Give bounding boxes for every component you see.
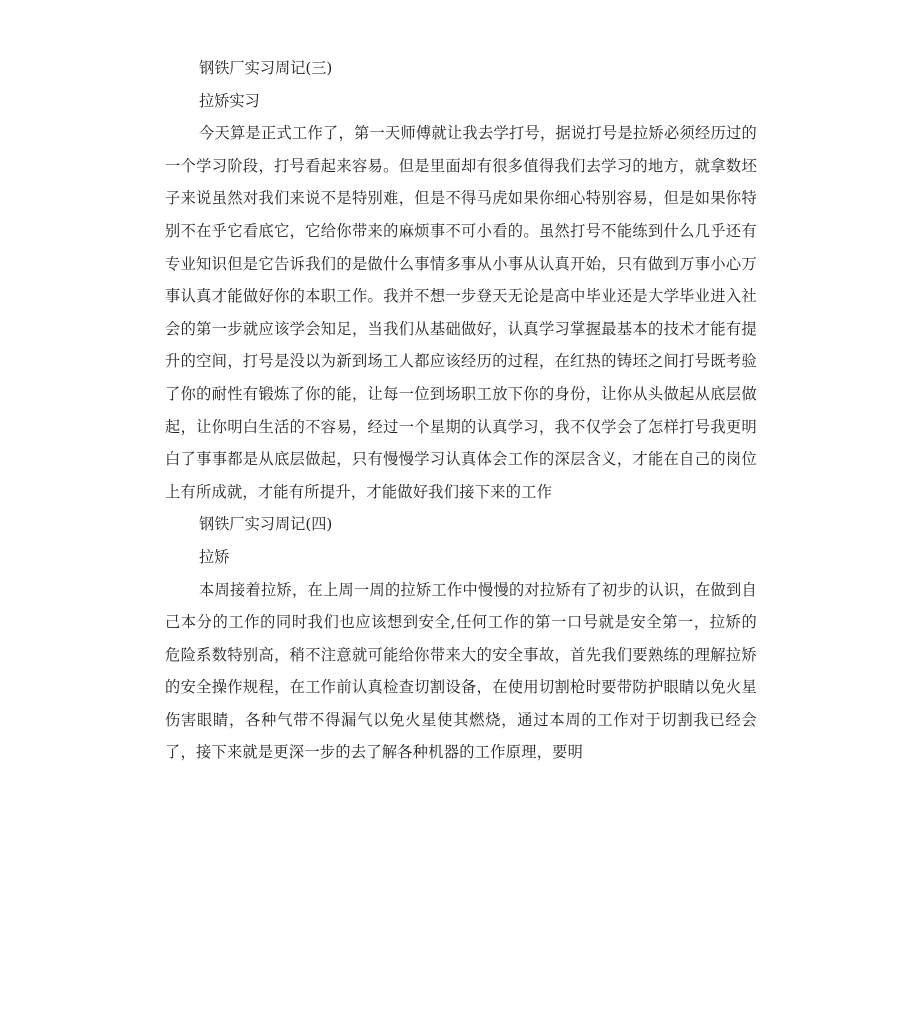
section-3-title: 钢铁厂实习周记(三): [199, 59, 333, 77]
section-3-body: 今天算是正式工作了，第一天师傅就让我去学打号，据说打号是拉矫必须经历过的一个学习阶段，打号看起来容易。但是里面却有很多值得我们去学习的地方，就拿数坯子来说虽然对我们来说不是特别难，但是不得马虎如果你细心特别容易，但是如果你特别不在乎它看底它，它给你带来的麻烦事不可小看的。虽然打号不能练到什么几乎还有专业知识但是它告诉我们的是做什么事情多事从小事从认真开始，只有做到万事小心万事认真才能做好你的本职工作。我并不想一步登天无论是高中毕业还是大学毕业进入社会的第一步就应该学会知足，当我们从基础做好，认真学习掌握最基本的技术才能有提升的空间，打号是没以为新到场工人都应该经历的过程，在红热的铸坯之间打号既考验了你的耐性有锻炼了你的能，让每一位到场职工放下你的身份，让你从头做起从底层做起，让你明白生活的不容易，经过一个星期的认真学习，我不仅学会了怎样打号我更明白了事事都是从底层做起，只有慢慢学习认真体会工作的深层含义，才能在自己的岗位上有所成就，才能有所提升，才能做好我们接下来的工作: [165, 124, 757, 501]
section-4-title: 钢铁厂实习周记(四): [199, 515, 333, 534]
document-content: [165, 52, 757, 769]
section-4-subtitle: 拉矫: [199, 547, 230, 566]
section-3-subtitle: 拉矫实习: [199, 91, 260, 110]
section-4-body: 本周接着拉矫，在上周一周的拉矫工作中慢慢的对拉矫有了初步的认识，在做到自己本分的工作的同时我们也应该想到安全,任何工作的第一口号就是安全第一，拉矫的危险系数特别高，稍不注意就可能给你带来大的安全事故，首先我们要熟练的理解拉矫的安全操作规程，在工作前认真检查切割设备，在使用切割枪时要带防护眼睛以免火星伤害眼睛，各种气带不得漏气以免火星使其燃烧，通过本周的工作对于切割我已经会了，接下来就是更深一步的去了解各种机器的工作原理，要明: [165, 580, 757, 762]
